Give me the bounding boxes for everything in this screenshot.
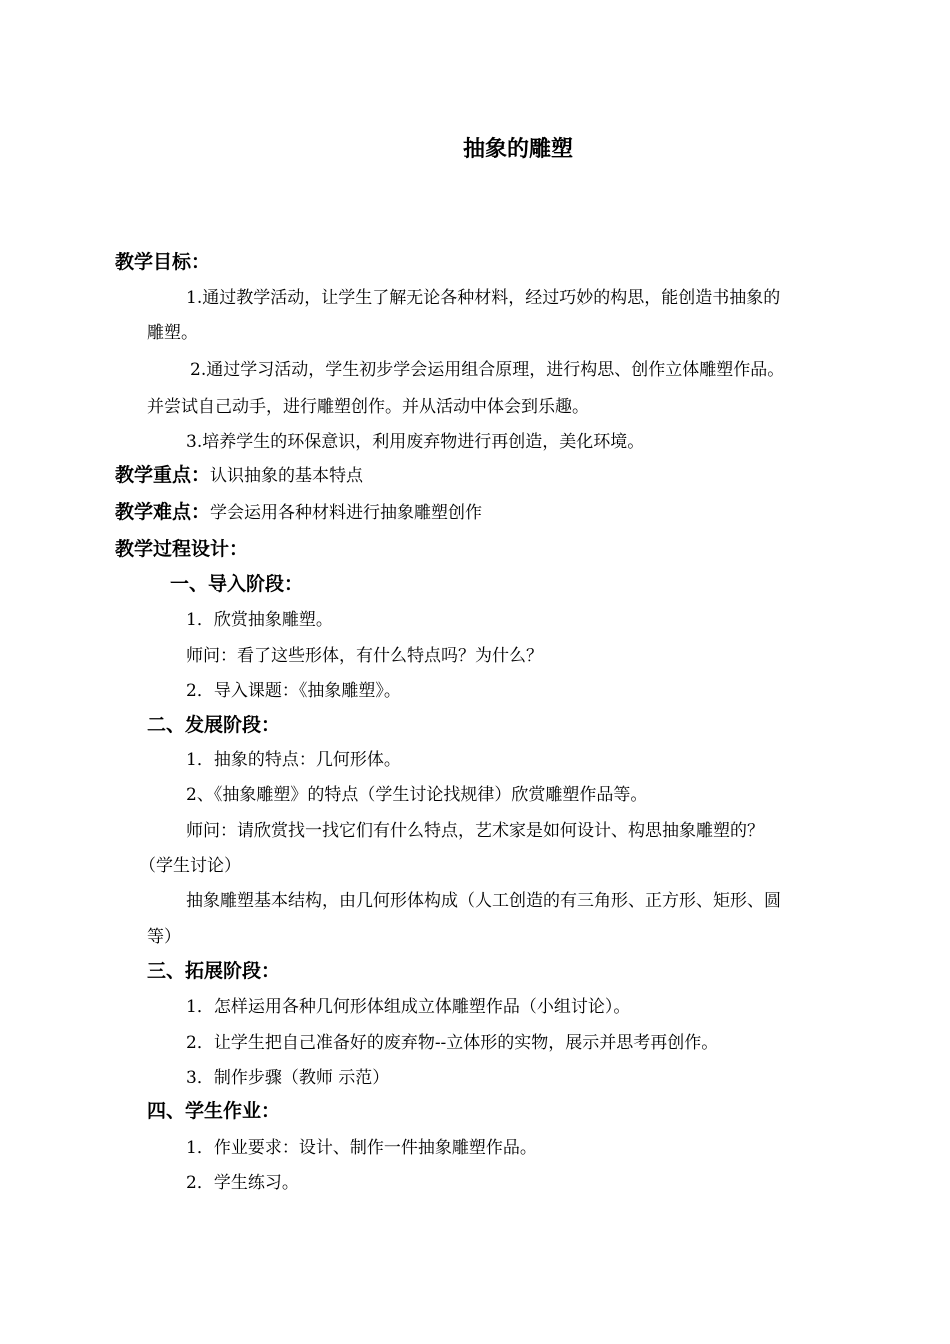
section-4-line-2: 2．学生练习。 [186,1173,299,1193]
objectives-heading: 教学目标： [115,251,211,273]
key-point-label: 教学重点： [115,464,211,486]
section-1-line-2: 师问：看了这些形体，有什么特点吗？为什么？ [186,646,543,666]
difficulty-label: 教学难点： [115,501,211,523]
section-1-heading: 一、导入阶段： [170,573,304,595]
difficulty [115,501,482,524]
section-1-line-3: 2．导入课题：《抽象雕塑》。 [186,681,401,701]
section-4-heading: 四、学生作业： [147,1100,281,1122]
objective-2-line1: 2.通过学习活动，学生初步学会运用组合原理，进行构思、创作立体雕塑作品。 [190,360,785,380]
key-point [115,464,363,487]
section-2-line-3: 师问：请欣赏找一找它们有什么特点，艺术家是如何设计、构思抽象雕塑的？ [186,821,764,841]
section-3-line-3: 3．制作步骤（教师 示范） [186,1068,390,1088]
section-4-line-1: 1．作业要求：设计、制作一件抽象雕塑作品。 [186,1138,537,1158]
section-2-line-5: 抽象雕塑基本结构，由几何形体构成（人工创造的有三角形、正方形、矩形、圆 [186,891,781,911]
section-1-line-1: 1．欣赏抽象雕塑。 [186,610,333,630]
section-3-line-2: 2．让学生把自己准备好的废弃物--立体形的实物，展示并思考再创作。 [186,1033,719,1053]
section-2-line-4: （学生讨论） [139,856,241,876]
section-2-heading: 二、发展阶段： [147,714,281,736]
objective-2-line2: 并尝试自己动手，进行雕塑创作。并从活动中体会到乐趣。 [147,397,589,417]
key-point-text: 认识抽象的基本特点 [210,466,364,486]
objective-3-line1: 3.培养学生的环保意识，利用废弃物进行再创造，美化环境。 [186,432,645,452]
objective-1-line1: 1.通过教学活动，让学生了解无论各种材料，经过巧妙的构思，能创造书抽象的 [186,288,781,308]
section-2-line-1: 1．抽象的特点：几何形体。 [186,750,401,770]
section-2-line-2: 2、《抽象雕塑》的特点（学生讨论找规律）欣赏雕塑作品等。 [186,785,648,805]
process-heading: 教学过程设计： [115,538,249,560]
difficulty-text: 学会运用各种材料进行抽象雕塑创作 [210,503,483,523]
document-title: 抽象的雕塑 [462,137,573,162]
objective-1-line2: 雕塑。 [147,323,198,343]
section-3-heading: 三、拓展阶段： [147,960,281,982]
section-2-line-6: 等） [147,927,181,947]
section-3-line-1: 1．怎样运用各种几何形体组成立体雕塑作品（小组讨论）。 [186,997,631,1017]
